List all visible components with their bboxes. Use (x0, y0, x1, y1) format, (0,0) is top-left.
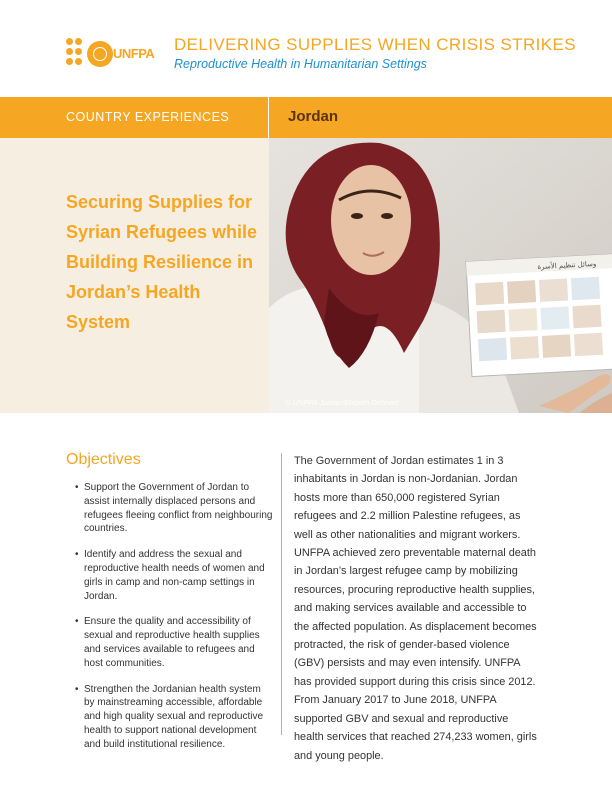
unfpa-logo (66, 38, 155, 74)
body-paragraph: The Government of Jordan estimates 1 in 3 inhabitants in Jordan is non-Jordanian. Jordan hosts more than 650,000 registered Syrian refugees and 2.2 million Palestine refugees, as well as other nationalities and migrant workers. UNFPA achieved zero preventable maternal death in Jordan’s largest refugee camp by mobilizing resources, procuring reproductive health supplies, and making services available and accessible to the affected population. As displacement becomes protracted, the risk of gender-based violence (GBV) persists and may even intensify. UNFPA has provided support during this crisis since 2012. From January 2017 to June 2018, UNFPA supported GBV and sexual and reproductive health services that reached 274,233 women, girls and young people. (294, 455, 537, 762)
objectives-list (66, 481, 274, 764)
poster-heading: وسائل تنظيم الأسرة (537, 259, 597, 272)
header-subtitle: Reproductive Health in Humanitarian Settings (174, 57, 427, 71)
list-item: • Support the Government of Jordan to assist internally displaced persons and refugees fleeing conflict from neighbouring countries. (66, 481, 274, 536)
hero-photo (269, 138, 612, 413)
list-item: • Identify and address the sexual and reproductive health needs of women and girls in camp and non-camp settings in Jordan. (66, 548, 274, 603)
hero-title: Securing Supplies for Syrian Refugees while Building Resilience in Jordan’s Health System (66, 192, 258, 332)
column-divider (281, 453, 282, 735)
un-emblem-icon (87, 41, 113, 67)
header-title: DELIVERING SUPPLIES WHEN CRISIS STRIKES (174, 35, 576, 54)
section-label: COUNTRY EXPERIENCES (66, 110, 230, 124)
photo-credit: © UNFPA Jordan/Elspeth Dehnert (285, 398, 399, 407)
logo-wordmark: UNFPA (113, 46, 155, 61)
list-item: • Ensure the quality and accessibility of sexual and reproductive health supplies and services available to refugees and host communities. (66, 615, 274, 670)
objectives-heading: Objectives (66, 451, 141, 468)
country-label: Jordan (288, 108, 339, 125)
list-item: • Strengthen the Jordanian health system by mainstreaming accessible, affordable and high quality sexual and reproductive health to support national development and build institutional resilience. (66, 683, 274, 752)
band-divider (268, 97, 269, 138)
